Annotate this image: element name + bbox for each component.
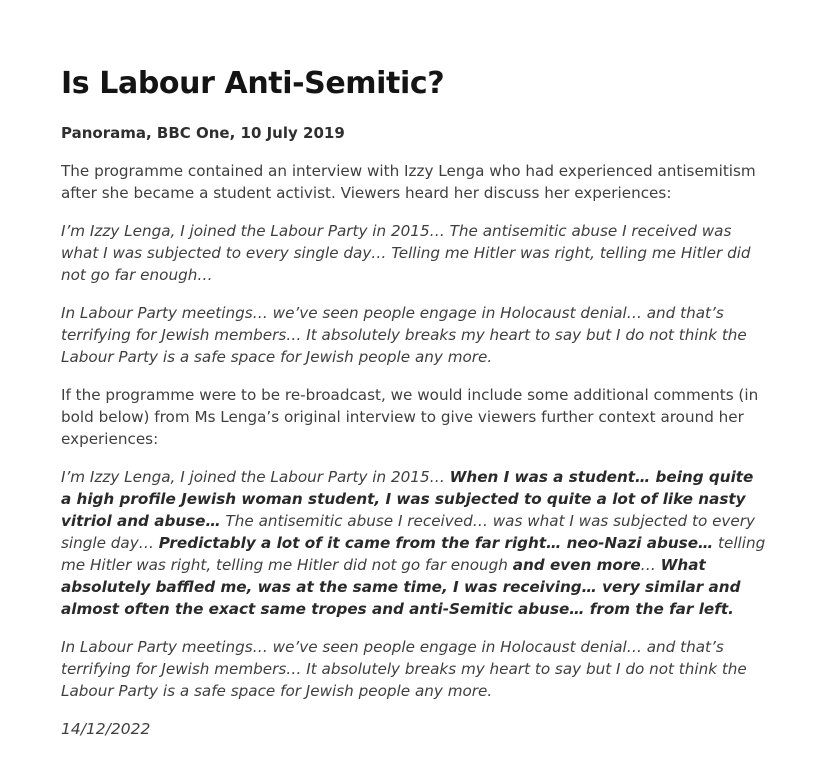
quote-extended-segment: … (640, 556, 661, 574)
quote-original-repeat: In Labour Party meetings… we’ve seen people engage in Holocaust denial… and that’s terrifying for Jewish members… It absolutely breaks my heart to say but I do not think the Labour Party is a safe space for Jewish people any more. (61, 638, 747, 700)
programme-subtitle: Panorama, BBC One, 10 July 2019 (61, 124, 345, 142)
article (61, 64, 767, 740)
context-paragraph: If the programme were to be re-broadcast, we would include some additional comments (in bold below) from Ms Lenga’s original interview to give viewers further context around her experiences: (61, 386, 759, 448)
publish-date: 14/12/2022 (61, 720, 151, 738)
quote-extended-bold: Predictably a lot of it came from the far right… neo-Nazi abuse… (158, 534, 714, 552)
quote-extended-bold: and even more (512, 556, 641, 574)
quote-extended-bold: When I was a student… being quite a high profile Jewish woman student, I was subjected to quite a lot of like nasty vitriol and abuse… (61, 468, 754, 530)
quote-extended-bold: What absolutely baffled me, was at the same time, I was receiving… very similar and almost often the exact same tropes and anti-Semitic abuse… from the far left. (61, 556, 741, 618)
quote-extended-segment: The antisemitic abuse I received… was what I was subjected to every single day… (61, 512, 755, 552)
quote-extended-segment: telling me Hitler was right, telling me Hitler did not go far enough (61, 534, 766, 574)
page-title: Is Labour Anti-Semitic? (61, 66, 445, 101)
quote-extended (61, 466, 767, 620)
quote-extended-segment: I’m Izzy Lenga, I joined the Labour Party in 2015… (61, 468, 450, 486)
intro-paragraph: The programme contained an interview with Izzy Lenga who had experienced antisemitism after she became a student activist. Viewers heard her discuss her experiences: (61, 162, 756, 202)
quote-original-1: I’m Izzy Lenga, I joined the Labour Party in 2015… The antisemitic abuse I received was what I was subjected to every single day… Telling me Hitler was right, telling me Hitler did not go far enough… (61, 222, 751, 284)
quote-original-2: In Labour Party meetings… we’ve seen people engage in Holocaust denial… and that’s terrifying for Jewish members… It absolutely breaks my heart to say but I do not think the Labour Party is a safe space for Jewish people any more. (61, 304, 747, 366)
